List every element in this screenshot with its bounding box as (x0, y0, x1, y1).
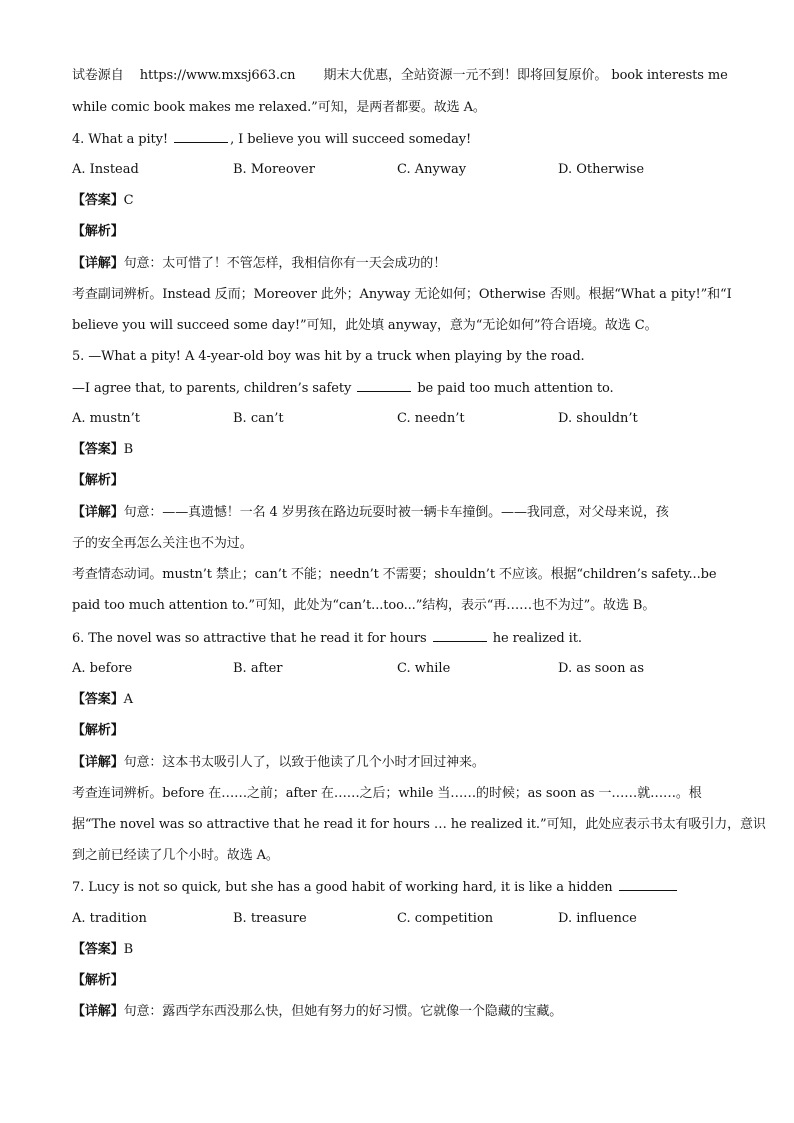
answer-line (72, 691, 724, 709)
answer-label: 【答案】 (72, 942, 124, 957)
analysis-label: 【解析】 (72, 224, 124, 239)
option-a: A. before (72, 661, 133, 676)
continued-text: book interests me (611, 68, 728, 83)
option-d: D. Otherwise (558, 162, 645, 177)
question-4-stem (72, 130, 724, 149)
question-5-stem-2 (72, 379, 724, 398)
answer-value: A (123, 692, 133, 707)
continued-line (72, 99, 724, 117)
answer-blank (174, 130, 228, 143)
option-a: A. mustn’t (72, 411, 140, 426)
detail-label: 【详解】 (72, 755, 124, 770)
answer-label: 【答案】 (72, 442, 124, 457)
analysis-line (72, 472, 724, 490)
analysis-line (72, 223, 724, 241)
detail-line: paid too much attention to.”可知，此处为“can’t...too...”结构，表示“再……也不为过”。故选 B。 (72, 598, 656, 613)
question-6-stem (72, 629, 724, 648)
stem-text: 7. Lucy is not so quick, but she has a good habit of working hard, it is like a hidden (72, 880, 613, 895)
stem-text: 6. The novel was so attractive that he read it for hours (72, 631, 427, 646)
detail-line: believe you will succeed some day!”可知，此处填 anyway，意为“无论如何”符合语境。故选 C。 (72, 318, 658, 333)
continued-text-2: while comic book makes me relaxed.”可知，是两者都要。故选 A。 (72, 100, 486, 115)
option-d: D. as soon as (558, 661, 645, 676)
answer-line (72, 192, 724, 210)
detail-line (72, 255, 724, 273)
option-b: B. can’t (233, 411, 284, 426)
source-label: 试卷源自 (72, 68, 124, 83)
option-d: D. influence (558, 911, 637, 926)
stem-text: 4. What a pity! (72, 132, 169, 147)
detail-text: 句意：太可惜了！不管怎样，我相信你有一天会成功的！ (123, 256, 447, 271)
detail-line: 子的安全再怎么关注也不为过。 (72, 536, 253, 551)
detail-label: 【详解】 (72, 505, 124, 520)
option-b: B. after (233, 661, 283, 676)
stem-text: be paid too much attention to. (417, 381, 614, 396)
detail-text: 句意：——真遗憾！一名 4 岁男孩在路边玩耍时被一辆卡车撞倒。——我同意，对父母来说，孩 (123, 505, 669, 520)
header-line (72, 67, 728, 85)
detail-text: 句意：露西学东西没那么快，但她有努力的好习惯。它就像一个隐藏的宝藏。 (123, 1004, 563, 1019)
detail-line (72, 504, 724, 522)
option-b: B. Moreover (233, 162, 315, 177)
detail-label: 【详解】 (72, 256, 124, 271)
detail-line: 据“The novel was so attractive that he read it for hours … he realized it.”可知，此处应表示书太有吸引力，意识 (72, 817, 766, 832)
question-7-stem (72, 878, 724, 897)
answer-line (72, 441, 724, 459)
stem-text: , I believe you will succeed someday! (230, 132, 472, 147)
stem-text: —I agree that, to parents, children’s safety (72, 381, 352, 396)
answer-label: 【答案】 (72, 692, 124, 707)
option-a: A. tradition (72, 911, 147, 926)
option-b: B. treasure (233, 911, 307, 926)
answer-blank (619, 878, 677, 891)
answer-label: 【答案】 (72, 193, 124, 208)
answer-value: B (123, 942, 134, 957)
detail-text: 句意：这本书太吸引人了，以致于他读了几个小时才回过神来。 (123, 755, 485, 770)
answer-blank (433, 629, 487, 642)
option-c: C. competition (397, 911, 494, 926)
answer-line (72, 941, 724, 959)
analysis-line (72, 722, 724, 740)
promo-text: 期末大优惠，全站资源一元不到！即将回复原价。 (323, 68, 608, 83)
detail-line: 考查副词辨析。Instead 反而；Moreover 此外；Anyway 无论如何；Otherwise 否则。根据“What a pity!”和“I (72, 287, 732, 302)
stem-text: he realized it. (492, 631, 582, 646)
option-c: C. needn’t (397, 411, 465, 426)
detail-line (72, 1003, 724, 1021)
analysis-label: 【解析】 (72, 973, 124, 988)
detail-line (72, 754, 724, 772)
option-c: C. while (397, 661, 451, 676)
detail-line: 到之前已经读了几个小时。故选 A。 (72, 848, 279, 863)
detail-line: 考查连词辨析。before 在……之前；after 在……之后；while 当……的时候；as soon as 一……就……。根 (72, 786, 702, 801)
answer-blank (357, 379, 411, 392)
answer-value: B (123, 442, 134, 457)
analysis-label: 【解析】 (72, 723, 124, 738)
detail-label: 【详解】 (72, 1004, 124, 1019)
analysis-line (72, 972, 724, 990)
detail-line: 考查情态动词。mustn’t 禁止；can’t 不能；needn’t 不需要；shouldn’t 不应该。根据“children’s safety...be (72, 567, 717, 582)
option-a: A. Instead (72, 162, 139, 177)
question-5-stem: 5. —What a pity! A 4-year-old boy was hit by a truck when playing by the road. (72, 349, 585, 364)
option-d: D. shouldn’t (558, 411, 638, 426)
analysis-label: 【解析】 (72, 473, 124, 488)
answer-value: C (123, 193, 134, 208)
option-c: C. Anyway (397, 162, 467, 177)
source-url[interactable]: https://www.mxsj663.cn (139, 68, 296, 83)
